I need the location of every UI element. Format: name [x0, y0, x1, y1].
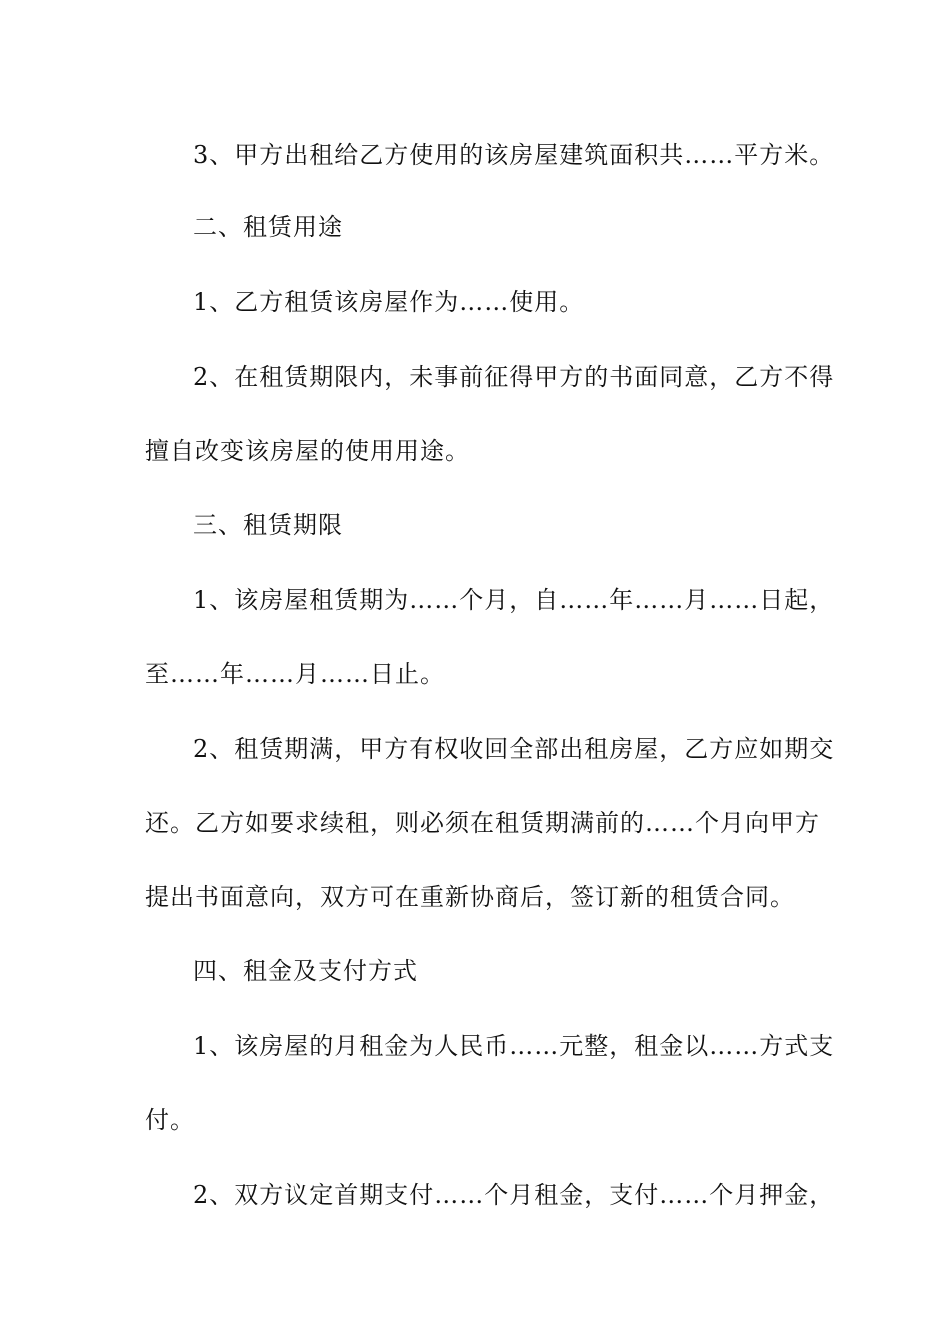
clause-3-area-line: 3、甲方出租给乙方使用的该房屋建筑面积共……平方米。 [193, 141, 835, 169]
clause-4-1-line-2: 付。 [145, 1106, 195, 1134]
clause-3-1-line-1: 1、该房屋租赁期为……个月，自……年……月……日起， [193, 586, 835, 614]
clause-2-2-line-1: 2、在租赁期限内，未事前征得甲方的书面同意，乙方不得 [193, 363, 835, 391]
clause-4-1-line-1: 1、该房屋的月租金为人民币……元整，租金以……方式支 [193, 1032, 835, 1060]
section-2-heading: 二、租赁用途 [193, 213, 343, 241]
clause-4-2-line-1: 2、双方议定首期支付……个月租金，支付……个月押金， [193, 1181, 835, 1209]
clause-3-1-line-2: 至……年……月……日止。 [145, 660, 445, 688]
clause-2-2-line-2: 擅自改变该房屋的使用用途。 [145, 437, 470, 465]
clause-2-1-line: 1、乙方租赁该房屋作为……使用。 [193, 288, 585, 316]
clause-3-2-line-1: 2、租赁期满，甲方有权收回全部出租房屋，乙方应如期交 [193, 735, 835, 763]
clause-3-2-line-3: 提出书面意向，双方可在重新协商后，签订新的租赁合同。 [145, 883, 795, 911]
clause-3-2-line-2: 还。乙方如要求续租，则必须在租赁期满前的……个月向甲方 [145, 809, 820, 837]
section-3-heading: 三、租赁期限 [193, 511, 343, 539]
section-4-heading: 四、租金及支付方式 [193, 957, 418, 985]
